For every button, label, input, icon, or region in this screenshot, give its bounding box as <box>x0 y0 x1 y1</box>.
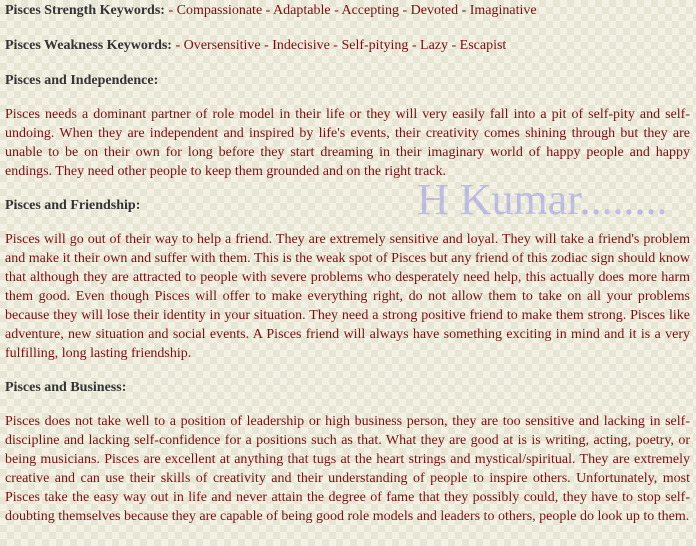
section-heading-friendship: Pisces and Friendship: <box>5 198 141 213</box>
weakness-keywords <box>5 37 690 54</box>
section-body-independence: Pisces needs a dominant partner of role model in their life or they will very easily fall into a pit of self-pity and self-undoing. When they are independent and inspired by life's events, their creativity comes shining through but they are unable to be on their own for long before they start dreaming in their imaginary world of happy people and happy endings. They need other people to keep them grounded and on the right track. <box>5 107 690 179</box>
section-body-business: Pisces does not take well to a position of leadership or high business person, they are too sensitive and lacking in self-discipline and lacking self-confidence for a positions such as that. What they are good at is is writing, acting, poetry, or being musicians. Pisces are excellent at anything that tugs at the heart strings and mystical/spiritual. They are extremely creative and can use their skills of creativity and their understanding of people to inspire others. Unfortunately, most Pisces take the easy way out in life and never attain the degree of fame that they possibly could, they have to stop self-doubting themselves because they are capable of being good role models and leaders to others, people do look up to them. <box>5 414 690 524</box>
section-heading-business: Pisces and Business: <box>5 380 127 395</box>
strength-keyword-list: - Compassionate - Adaptable - Accepting - Devoted - Imaginative <box>164 3 537 18</box>
weakness-keyword-list: - Oversensitive - Indecisive - Self-pitying - Lazy - Escapist <box>171 38 507 53</box>
strength-keywords <box>5 2 690 19</box>
weakness-label: Pisces Weakness Keywords: <box>5 38 172 53</box>
section-heading-independence: Pisces and Independence: <box>5 73 159 88</box>
article-content <box>5 2 690 526</box>
strength-label: Pisces Strength Keywords: <box>5 3 165 18</box>
section-body-friendship: Pisces will go out of their way to help a friend. They are extremely sensitive and loyal. They will take a friend's problem and make it their own and suffer with them. This is the weak spot of Pisces but any friend of this zodiac sign should know that although they are attracted to people with severe problems who desperately need help, this actually does more harm them good. Even though Pisces will offer to make everything right, do not allow them to take on all your problems because they will lose their identity in your situation. They need a strong positive friend to make them strong. Pisces like adventure, new situation and social events. A Pisces friend will always have something exciting in mind and it is a very fulfilling, long lasting friendship. <box>5 232 690 361</box>
author-watermark: H Kumar........ <box>417 175 668 224</box>
